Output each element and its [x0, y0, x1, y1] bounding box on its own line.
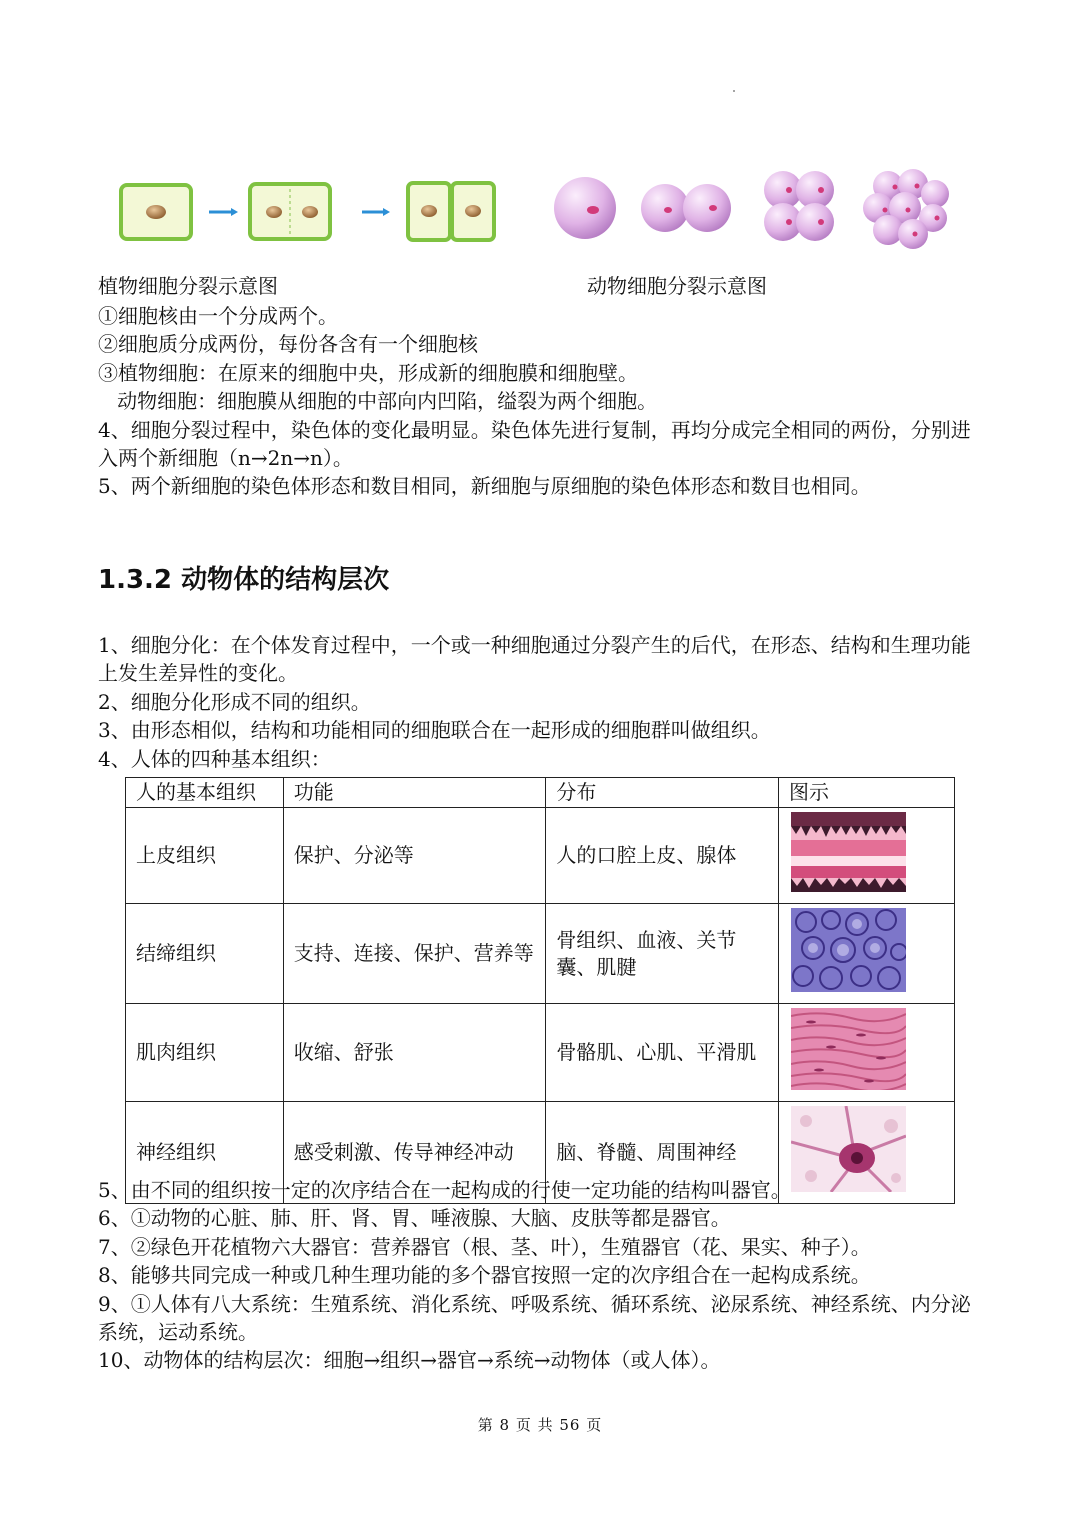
connective-tissue-image	[791, 908, 906, 992]
arrow-2	[362, 208, 390, 216]
point: 5、由不同的组织按一定的次序结合在一起构成的行使一定功能的结构叫器官。	[98, 1178, 791, 1202]
point: 8、能够共同完成一种或几种生理功能的多个器官按照一定的次序组合在一起构成系统。	[98, 1263, 871, 1288]
tissue-distribution: 脑、脊髓、周围神经	[546, 1102, 779, 1204]
tissue-name: 上皮组织	[126, 808, 284, 904]
point: 3、由形态相似，结构和功能相同的细胞联合在一起形成的细胞群叫做组织。	[98, 718, 771, 743]
division-point: 5、两个新细胞的染色体形态和数目相同，新细胞与原细胞的染色体形态和数目也相同。	[98, 474, 871, 499]
tissue-image-cell	[779, 904, 955, 1004]
division-point: ②细胞质分成两份，每份各含有一个细胞核	[98, 332, 478, 357]
tissue-function: 保护、分泌等	[283, 808, 546, 904]
tissue-function: 支持、连接、保护、营养等	[283, 904, 546, 1004]
arrow-1	[209, 208, 238, 216]
division-point: 4、细胞分裂过程中，染色体的变化最明显。染色体先进行复制，再均分成完全相同的两份，分别进入两个新细胞（n→2n→n）。	[98, 417, 971, 471]
table-header-row	[126, 778, 955, 808]
point: 10、动物体的结构层次：细胞→组织→器官→系统→动物体（或人体）。	[98, 1348, 721, 1373]
division-points	[98, 302, 988, 501]
table-row	[126, 808, 955, 904]
differentiation-points	[98, 631, 988, 773]
animal-cell-4	[764, 171, 834, 241]
tissue-distribution: 人的口腔上皮、腺体	[546, 808, 779, 904]
tissue-image-cell	[779, 1004, 955, 1102]
tissue-distribution: 骨组织、血液、关节囊、肌腱	[546, 904, 779, 1004]
header-illustration: 图示	[779, 778, 955, 808]
point: 6、①动物的心脏、肺、肝、肾、胃、唾液腺、大脑、皮肤等都是器官。	[98, 1206, 731, 1231]
organ-system-points	[98, 1176, 988, 1375]
plant-cell-2	[250, 184, 330, 239]
tissue-function: 感受刺激、传导神经冲动	[283, 1102, 546, 1204]
header-distribution: 分布	[546, 778, 779, 808]
animal-figure-caption: 动物细胞分裂示意图	[587, 274, 767, 298]
speck	[733, 90, 735, 92]
tissue-name: 神经组织	[126, 1102, 284, 1204]
tissue-distribution: 骨骼肌、心肌、平滑肌	[546, 1004, 779, 1102]
animal-cell-division-figure	[545, 160, 955, 255]
table-row	[126, 1004, 955, 1102]
division-point: ③植物细胞：在原来的细胞中央，形成新的细胞膜和细胞壁。	[98, 360, 638, 385]
point: 4、人体的四种基本组织：	[98, 746, 331, 771]
animal-cell-morula	[863, 169, 949, 249]
plant-cell-3	[408, 183, 494, 240]
tissue-function: 收缩、舒张	[283, 1004, 546, 1102]
section-title: 1.3.2 动物体的结构层次	[98, 565, 390, 595]
tissue-name: 肌肉组织	[126, 1004, 284, 1102]
muscle-tissue-image	[791, 1008, 906, 1090]
table-row	[126, 904, 955, 1004]
header-function: 功能	[283, 778, 546, 808]
tissue-name: 结缔组织	[126, 904, 284, 1004]
point: 9、①人体有八大系统：生殖系统、消化系统、呼吸系统、循环系统、泌尿系统、神经系统、内分泌系统，运动系统。	[98, 1291, 971, 1345]
point: 2、细胞分化形成不同的组织。	[98, 689, 371, 714]
tissue-table	[125, 777, 955, 1204]
plant-cell-division-figure	[115, 175, 505, 247]
epithelial-tissue-image	[791, 812, 906, 892]
animal-cell-1	[554, 177, 616, 239]
page-number: 第 8 页 共 56 页	[477, 1416, 603, 1434]
tissue-image-cell	[779, 808, 955, 904]
plant-cell-1	[121, 185, 191, 239]
point: 1、细胞分化：在个体发育过程中，一个或一种细胞通过分裂产生的后代，在形态、结构和生理功能上发生差异性的变化。	[98, 633, 971, 686]
header-tissue: 人的基本组织	[126, 778, 284, 808]
plant-figure-caption: 植物细胞分裂示意图	[98, 274, 278, 298]
division-point: 动物细胞：细胞膜从细胞的中部向内凹陷，缢裂为两个细胞。	[98, 389, 658, 414]
animal-cell-2	[641, 184, 731, 232]
division-point: ①细胞核由一个分成两个。	[98, 304, 338, 328]
point: 7、②绿色开花植物六大器官：营养器官（根、茎、叶），生殖器官（花、果实、种子）。	[98, 1234, 871, 1259]
